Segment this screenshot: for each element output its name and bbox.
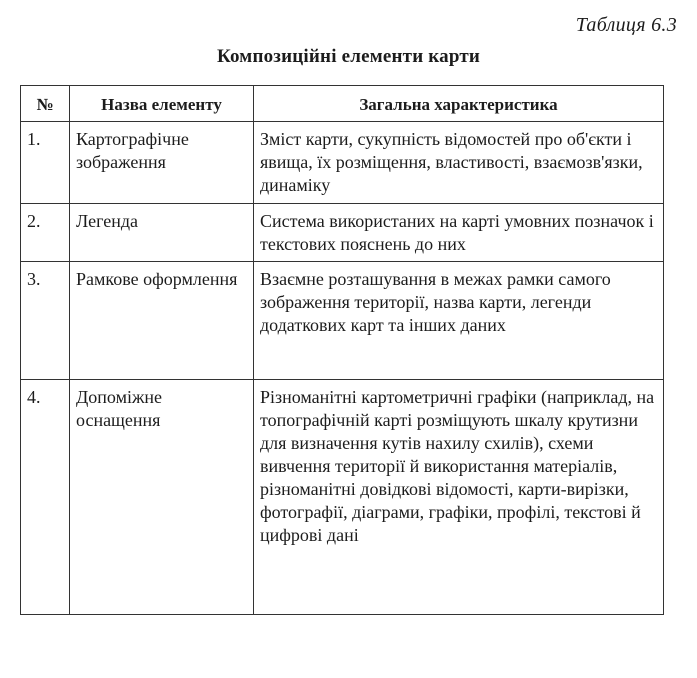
element-description: Різноманітні картометричні графіки (наприклад, на топографічній карті розміщують шкалу крутизни для визначення кутів нахилу схилів), схеми вивчення території й використання матеріалів, різноманітні довідкові відомості, карти-вирізки, фотографії, діаграми, графіки, профілі, текстові й цифрові дані (254, 380, 664, 615)
table-number: Таблиця 6.3 (575, 14, 677, 36)
table-header-row (21, 86, 664, 122)
elements-table (20, 85, 664, 615)
table-title: Композиційні елементи карти (216, 46, 481, 67)
element-name: Картографічне зображення (70, 122, 254, 204)
element-description: Взаємне розташування в межах рамки самого зображення території, назва карти, легенди додаткових карт та інших даних (254, 262, 664, 380)
row-number: 1. (21, 122, 70, 204)
header-characteristic: Загальна характеристика (254, 86, 664, 122)
header-number: № (21, 86, 70, 122)
table-row (21, 122, 664, 204)
header-element-name: Назва елементу (70, 86, 254, 122)
element-description: Система використаних на карті умовних позначок і текстових пояснень до них (254, 204, 664, 262)
table-row (21, 380, 664, 615)
row-number: 3. (21, 262, 70, 380)
element-description: Зміст карти, сукупність відомостей про об'єкти і явища, їх розміщення, властивості, взаємозв'язки, динаміку (254, 122, 664, 204)
row-number: 2. (21, 204, 70, 262)
table-row (21, 204, 664, 262)
element-name: Легенда (70, 204, 254, 262)
row-number: 4. (21, 380, 70, 615)
element-name: Рамкове оформлення (70, 262, 254, 380)
element-name: Допоміжне оснащення (70, 380, 254, 615)
table-row (21, 262, 664, 380)
